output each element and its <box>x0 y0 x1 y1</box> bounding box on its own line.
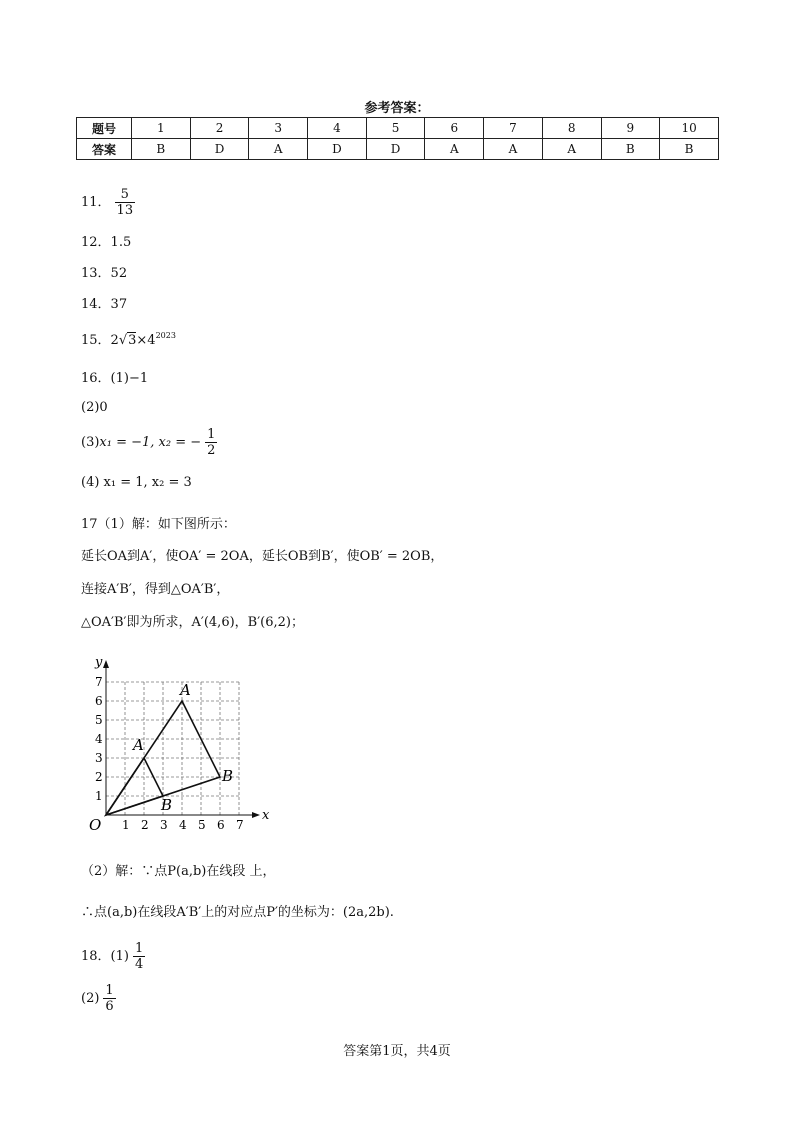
table-header-cell: 题号 <box>77 118 132 139</box>
table-cell: B <box>132 139 191 160</box>
fraction-denominator: 2 <box>207 443 216 458</box>
x-axis-arrow-icon <box>252 812 260 818</box>
fraction-numerator: 5 <box>115 187 136 203</box>
x-tick-label: 4 <box>179 818 187 832</box>
y-tick-label: 6 <box>95 694 103 708</box>
answer-11 <box>81 187 135 218</box>
x-tick-label: 3 <box>160 818 168 832</box>
y-tick-label: 2 <box>95 770 103 784</box>
table-cell: 3 <box>249 118 308 139</box>
coordinate-figure <box>82 652 282 834</box>
table-cell: 9 <box>601 118 660 139</box>
x-tick-label: 6 <box>217 818 225 832</box>
fraction-numerator: 1 <box>105 983 114 998</box>
table-row <box>77 118 719 139</box>
answer-17-line: △OA′B′即为所求，A′(4,6)，B′(6,2)； <box>81 615 304 630</box>
y-tick-label: 3 <box>95 751 103 765</box>
fraction-denominator: 6 <box>105 999 114 1014</box>
fraction <box>133 941 145 972</box>
fraction <box>115 187 136 218</box>
table-cell: D <box>366 139 425 160</box>
y-tick-label: 7 <box>95 675 103 689</box>
answer-16-1: 16．(1)−1 <box>81 371 149 386</box>
answer-17-line: 连接A′B′，得到△OA′B′， <box>81 582 230 597</box>
table-cell: A <box>249 139 308 160</box>
exponent: 2023 <box>155 331 176 340</box>
x-tick-label: 2 <box>141 818 149 832</box>
expression: ×4 <box>136 333 156 348</box>
answer-18-2 <box>81 983 116 1014</box>
point-label: A <box>180 681 191 699</box>
answer-16-2: (2)0 <box>81 400 108 415</box>
triangle <box>106 758 163 815</box>
x-tick-label: 7 <box>236 818 244 832</box>
origin-label: O <box>89 816 102 834</box>
table-cell: A <box>484 139 543 160</box>
answer-18-1 <box>81 941 145 972</box>
answer-label: 18．(1) <box>81 949 129 964</box>
table-cell: 10 <box>660 118 719 139</box>
answer-label: (2) <box>81 991 100 1006</box>
grid <box>106 682 239 815</box>
fraction-numerator: 1 <box>207 427 216 442</box>
answer-17-line: 17（1）解：如下图所示： <box>81 517 236 532</box>
fraction-denominator: 4 <box>134 957 144 972</box>
fraction <box>103 983 115 1014</box>
radicand: 3 <box>128 333 137 348</box>
answer-15 <box>81 329 176 348</box>
y-tick-label: 5 <box>95 713 103 727</box>
table-cell: A <box>542 139 601 160</box>
answer-17-line: ∴点(a,b)在线段A′B′上的对应点P′的坐标为：(2a,2b). <box>81 905 394 920</box>
table-cell: 1 <box>132 118 191 139</box>
y-tick-label: 4 <box>95 732 103 746</box>
table-cell: 6 <box>425 118 484 139</box>
page-title: 参考答案： <box>364 101 430 116</box>
y-axis-arrow-icon <box>103 660 109 668</box>
table-cell: 2 <box>190 118 249 139</box>
table-cell: B <box>660 139 719 160</box>
table-cell: B <box>601 139 660 160</box>
answer-17-line: （2）解：∵点P(a,b)在线段 上， <box>81 864 276 879</box>
answer-16-4: (4) x₁ = 1, x₂ = 3 <box>81 475 192 490</box>
table-cell: 5 <box>366 118 425 139</box>
table-header-cell: 答案 <box>77 139 132 160</box>
point-label: A <box>133 736 144 754</box>
point-label: B <box>222 767 234 785</box>
answer-label: 15． <box>81 333 111 348</box>
table-cell: A <box>425 139 484 160</box>
answer-14: 14．37 <box>81 297 128 312</box>
table-cell: 7 <box>484 118 543 139</box>
table-cell: 4 <box>308 118 367 139</box>
table-cell: D <box>308 139 367 160</box>
x-tick-label: 5 <box>198 818 206 832</box>
expression: x₁ = −1, x₂ = − <box>99 435 202 450</box>
x-axis-label: x <box>262 808 270 823</box>
table-cell: D <box>190 139 249 160</box>
sqrt-sign: √ <box>118 333 128 348</box>
table-cell: 8 <box>542 118 601 139</box>
answer-13: 13．52 <box>81 266 128 281</box>
answer-17-line: 延长OA到A′，使OA′ = 2OA，延长OB到B′，使OB′ = 2OB， <box>81 549 444 564</box>
answer-12: 12．1.5 <box>81 235 132 250</box>
point-label: B <box>161 796 173 814</box>
table-row <box>77 139 719 160</box>
fraction <box>205 427 217 458</box>
coefficient: 2 <box>110 333 119 348</box>
answer-label: (3) <box>81 435 100 450</box>
fraction-numerator: 1 <box>134 941 144 956</box>
x-tick-label: 1 <box>122 818 130 832</box>
answer-label: 11． <box>81 195 111 210</box>
answer-table <box>76 117 719 160</box>
page-footer: 答案第1页，共4页 <box>343 1044 451 1059</box>
y-tick-label: 1 <box>95 789 103 803</box>
fraction-denominator: 13 <box>116 203 134 218</box>
y-axis-label: y <box>95 655 103 670</box>
answer-16-3 <box>81 427 217 458</box>
